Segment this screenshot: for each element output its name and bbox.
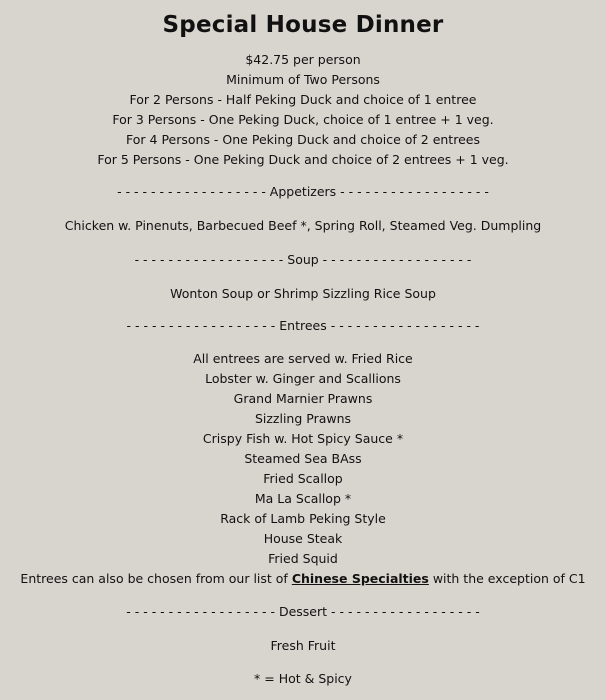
- entree-item: Fried Squid: [268, 551, 338, 566]
- option-2-persons: For 2 Persons - Half Peking Duck and choice of 1 entree: [129, 92, 477, 107]
- option-5-persons: For 5 Persons - One Peking Duck and choice of 2 entrees + 1 veg.: [97, 152, 509, 167]
- entree-item: House Steak: [263, 531, 343, 546]
- entree-item: Sizzling Prawns: [254, 411, 352, 426]
- entree-item: Lobster w. Ginger and Scallions: [205, 371, 401, 386]
- minimum-line: Minimum of Two Persons: [226, 72, 380, 87]
- price-line: $42.75 per person: [245, 52, 361, 67]
- entree-item: All entrees are served w. Fried Rice: [193, 351, 413, 366]
- spicy-legend: * = Hot & Spicy: [254, 671, 352, 686]
- entrees-heading: - - - - - - - - - - - - - - - - - - Entrees - - - - - - - - - - - - - - - - - -: [126, 318, 480, 333]
- entree-item: Grand Marnier Prawns: [233, 391, 373, 406]
- chinese-specialties-link[interactable]: Chinese Specialties: [291, 571, 429, 586]
- soup-heading: - - - - - - - - - - - - - - - - - - Soup - - - - - - - - - - - - - - - - - -: [134, 252, 472, 267]
- page-title: Special House Dinner: [162, 12, 444, 38]
- dessert-item: Fresh Fruit: [270, 638, 336, 653]
- entree-item: Rack of Lamb Peking Style: [220, 511, 386, 526]
- entrees-note-prefix: Entrees can also be chosen from our list of: [20, 571, 292, 586]
- option-3-persons: For 3 Persons - One Peking Duck, choice of 1 entree + 1 veg.: [112, 112, 494, 127]
- appetizers-item: Chicken w. Pinenuts, Barbecued Beef *, Spring Roll, Steamed Veg. Dumpling: [64, 218, 542, 233]
- option-4-persons: For 4 Persons - One Peking Duck and choice of 2 entrees: [126, 132, 480, 147]
- entree-item: Steamed Sea BAss: [244, 451, 362, 466]
- dessert-heading: - - - - - - - - - - - - - - - - - - Dessert - - - - - - - - - - - - - - - - - -: [126, 604, 480, 619]
- entree-item: Crispy Fish w. Hot Spicy Sauce *: [202, 431, 404, 446]
- soup-item: Wonton Soup or Shrimp Sizzling Rice Soup: [170, 286, 436, 301]
- entree-item: Ma La Scallop *: [254, 491, 352, 506]
- appetizers-heading: - - - - - - - - - - - - - - - - - - Appetizers - - - - - - - - - - - - - - - - - -: [117, 184, 489, 199]
- entree-item: Fried Scallop: [263, 471, 343, 486]
- entrees-note: [0, 571, 606, 587]
- entrees-note-suffix: with the exception of C1: [428, 571, 586, 586]
